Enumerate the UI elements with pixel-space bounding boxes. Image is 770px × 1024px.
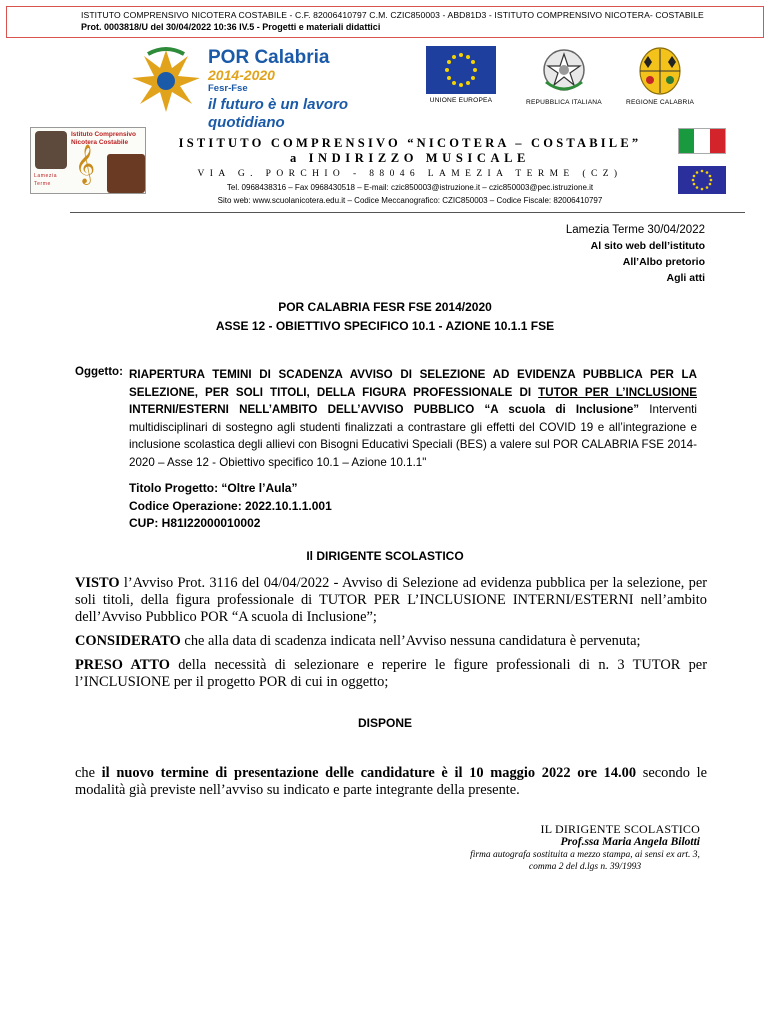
recipient-albo: All’Albo pretorio — [622, 256, 705, 268]
calabria-crest-icon — [636, 46, 684, 96]
dirigente-heading: Il DIRIGENTE SCOLASTICO — [306, 549, 464, 563]
subject-text: RIAPERTURA TEMINI DI SCADENZA AVVISO DI SELEZIONE AD EVIDENZA PUBBLICA PER LA SELEZIONE, PER SOLI TITOLI, DELLA FIGURA PROFESSIONALE DI TUTOR PER L’INCLUSIONE INTERNI/ESTERNI NELL’AMBITO DELL’AVVISO PUBBLICO “A scuola di Inclusione” Interventi multidisciplinari di sostegno agli studenti finalizzati a contrastare gli effetti del COVID 19 e all’integrazione e inclusione scolastica degli allievi con Bisogni Educativi Speciali (BES) a valere sul POR CALABRIA FSE 2014-2020 – Asse 12 - Obiettivo specifico 10.1 – Azione 10.1.1" — [129, 368, 697, 469]
place-date: Lamezia Terme 30/04/2022 — [565, 224, 705, 236]
italian-republic-caption: REPUBBLICA ITALIANA — [526, 99, 602, 106]
recipient-atti: Agli atti — [666, 272, 705, 284]
operation-code: Codice Operazione: 2022.10.1.1.001 — [129, 498, 332, 513]
portrait-left — [35, 131, 67, 169]
por-calabria-logo — [128, 44, 418, 131]
school-contacts: Tel. 0968438316 – Fax 0968430518 – E-mail: czic850003@istruzione.it – czic850003@pec.istruzione.it — [226, 183, 594, 192]
school-subtitle: a INDIRIZZO MUSICALE — [290, 151, 530, 165]
signature-block — [440, 822, 700, 873]
project-title: Titolo Progetto: “Oltre l’Aula” — [129, 481, 298, 495]
stamp-protocol-number: Prot. 0003818/U del 30/04/2022 10:36 IV.5 - Progetti e materiali didattici — [81, 22, 381, 32]
program-axis: ASSE 12 - OBIETTIVO SPECIFICO 10.1 - AZIONE 10.1.1 FSE — [215, 319, 555, 333]
eu-caption: UNIONE EUROPEA — [429, 97, 493, 104]
recipient-block — [566, 222, 705, 286]
cup-code: CUP: H81I22000010002 — [129, 516, 261, 530]
school-header — [150, 136, 670, 207]
portrait-right — [107, 154, 145, 193]
signature-role: IL DIRIGENTE SCOLASTICO — [540, 822, 700, 836]
por-fund: Fesr-Fse — [208, 83, 248, 94]
header-divider — [70, 212, 745, 213]
school-logo-city: Lamezia Terme — [34, 173, 58, 187]
school-address: VIA G. PORCHIO - 88046 LAMEZIA TERME (CZ) — [197, 169, 623, 179]
preso-atto-paragraph: PRESO ATTO della necessità di selezionare e reperire le figure professionali di n. 3 TUTOR per l’INCLUSIONE per il progetto POR di cui in oggetto; — [75, 657, 707, 690]
stamp-registry-line: ISTITUTO COMPRENSIVO NICOTERA COSTABILE - C.F. 82006410797 C.M. CZIC850003 - ABD81D3 - ISTITUTO COMPRENSIVO NICOTERA- COSTABILE — [81, 10, 704, 20]
por-slogan: il futuro è un lavoro quotidiano — [208, 96, 349, 131]
school-name: ISTITUTO COMPRENSIVO “NICOTERA – COSTABILE” — [178, 136, 642, 150]
eu-flag-small-icon — [678, 166, 726, 194]
por-title: POR Calabria — [208, 47, 330, 68]
dispone-paragraph: che il nuovo termine di presentazione delle candidature è il 10 maggio 2022 ore 14.00 secondo le modalità già previste nell’avviso su indicato e parte integrante della presente. — [75, 765, 707, 798]
project-details — [129, 480, 332, 533]
considerato-paragraph: CONSIDERATO che alla data di scadenza indicata nell’Avviso nessuna candidatura è pervenuta; — [75, 633, 641, 649]
italian-republic-logo — [526, 46, 602, 106]
school-logo — [30, 127, 146, 194]
program-title: POR CALABRIA FESR FSE 2014/2020 — [278, 300, 492, 314]
italian-flag-icon — [678, 128, 726, 154]
italian-emblem-icon — [538, 46, 590, 96]
calabria-region-caption: REGIONE CALABRIA — [626, 99, 695, 106]
signature-note: firma autografa sostituita a mezzo stampa, ai sensi ex art. 3, comma 2 del d.lgs n. 39/1993 — [470, 850, 700, 872]
treble-clef-icon: 𝄞 — [75, 144, 96, 184]
por-years: 2014-2020 — [208, 67, 275, 83]
signature-name: Prof.ssa Maria Angela Bilotti — [560, 836, 700, 848]
dispone-heading: DISPONE — [357, 716, 412, 730]
visto-paragraph: VISTO l’Avviso Prot. 3116 del 04/04/2022 - Avviso di Selezione ad evidenza pubblica per la selezione, per soli titoli, della figura professionale di TUTOR PER L’INCLUSIONE INTERNI/ESTERNI nell’ambito dell’Avviso Pubblico POR “A scuola di Inclusione”; — [75, 575, 707, 625]
subject-label: Oggetto: — [75, 366, 123, 378]
protocol-stamp — [6, 6, 764, 38]
por-emblem-icon — [128, 46, 204, 116]
recipient-website: Al sito web dell’istituto — [590, 240, 705, 252]
calabria-region-logo — [626, 46, 694, 106]
school-website: Sito web: www.scuolanicotera.edu.it – Codice Meccanografico: CZIC850003 – Codice Fiscale: 82006410797 — [217, 196, 603, 205]
subject-underlined: TUTOR PER L’INCLUSIONE — [538, 385, 697, 399]
eu-flag-icon — [426, 46, 496, 94]
eu-logo — [426, 46, 496, 104]
school-logo-title: Istituto Comprensivo Nicotera Costabile — [71, 131, 137, 146]
